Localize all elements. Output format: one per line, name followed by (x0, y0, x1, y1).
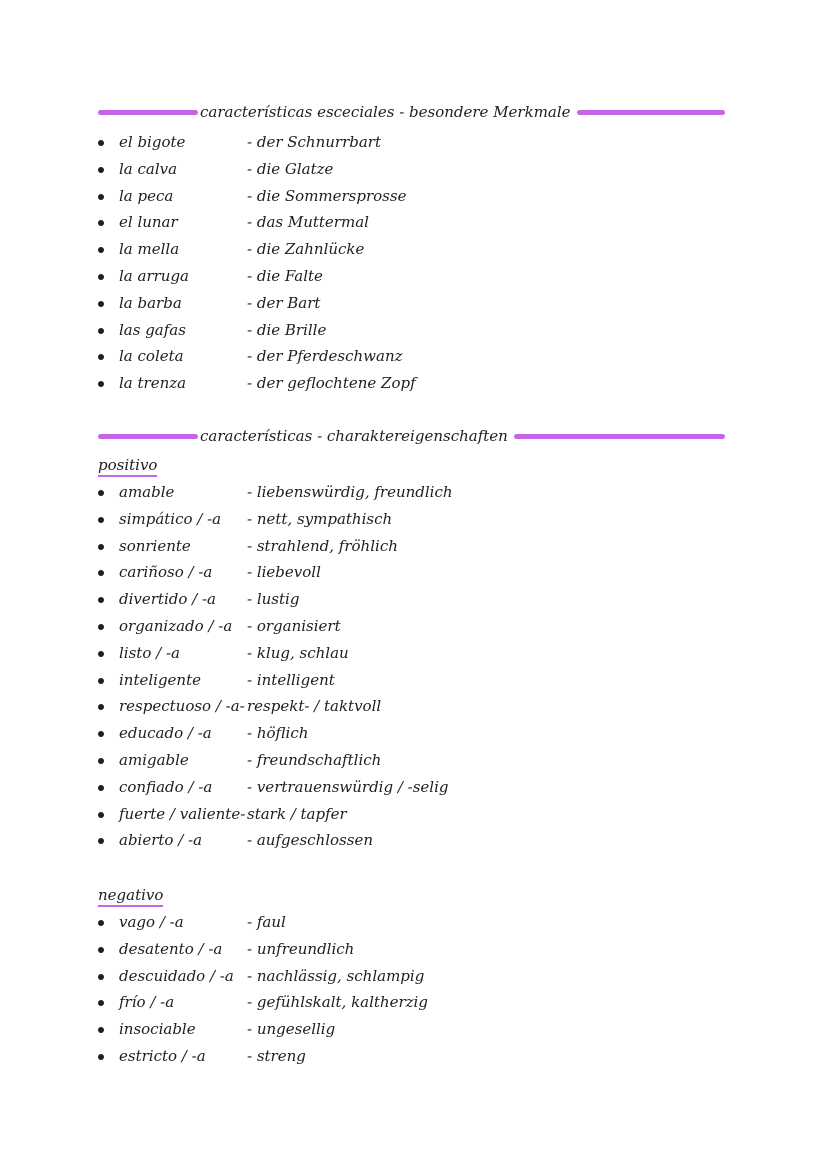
spanish-term: la trenza (119, 374, 187, 393)
german-translation: - liebevoll (247, 563, 321, 582)
bullet-dot-icon (98, 1000, 104, 1006)
german-translation: - streng (247, 1046, 306, 1065)
spanish-term: respectuoso / -a- (119, 697, 245, 716)
section-header-features (98, 101, 725, 123)
bullet-dot-icon (98, 731, 104, 737)
spanish-term: la mella (119, 240, 180, 259)
bullet-dot-icon (98, 544, 104, 550)
spanish-term: confiado / -a (119, 777, 213, 796)
german-translation: - lustig (247, 590, 300, 609)
german-translation: - die Sommersprosse (247, 186, 407, 205)
german-translation: - der geflochtene Zopf (247, 374, 416, 393)
german-translation: - nett, sympathisch (247, 509, 393, 528)
german-translation: - der Pferdeschwanz (247, 347, 403, 366)
bullet-dot-icon (98, 838, 104, 844)
spanish-term: sonriente (119, 536, 191, 555)
bullet-dot-icon (98, 354, 104, 360)
bullet-dot-icon (98, 785, 104, 791)
german-translation: - intelligent (247, 670, 335, 689)
subheading-positive: positivo (98, 455, 157, 477)
bullet-dot-icon (98, 490, 104, 496)
spanish-term: la arruga (119, 266, 189, 285)
header-bar-left (98, 434, 198, 439)
spanish-term: la barba (119, 293, 182, 312)
german-translation: - das Muttermal (247, 213, 369, 232)
section-title-traits: características - charaktereigenschaften (200, 427, 508, 445)
bullet-dot-icon (98, 812, 104, 818)
bullet-dot-icon (98, 381, 104, 387)
bullet-dot-icon (98, 947, 104, 953)
spanish-term: abierto / -a (119, 831, 203, 850)
german-translation: - die Glatze (247, 159, 334, 178)
bullet-dot-icon (98, 624, 104, 630)
bullet-dot-icon (98, 517, 104, 523)
spanish-term: insociable (119, 1020, 196, 1039)
german-translation: - nachlässig, schlampig (247, 966, 425, 985)
spanish-term: educado / -a (119, 724, 212, 743)
spanish-term: la peca (119, 186, 174, 205)
spanish-term: las gafas (119, 320, 186, 339)
bullet-dot-icon (98, 194, 104, 200)
german-translation: - organisiert (247, 616, 341, 635)
german-translation: - die Falte (247, 266, 323, 285)
subheading-negative: negativo (98, 885, 163, 907)
bullet-dot-icon (98, 1054, 104, 1060)
spanish-term: listo / -a (119, 643, 180, 662)
bullet-dot-icon (98, 920, 104, 926)
bullet-dot-icon (98, 247, 104, 253)
bullet-dot-icon (98, 758, 104, 764)
german-translation: - der Bart (247, 293, 321, 312)
bullet-dot-icon (98, 570, 104, 576)
spanish-term: el lunar (119, 213, 178, 232)
german-translation: - aufgeschlossen (247, 831, 373, 850)
german-translation: respekt- / taktvoll (247, 697, 382, 716)
bullet-dot-icon (98, 301, 104, 307)
spanish-term: descuidado / -a (119, 966, 234, 985)
german-translation: - ungesellig (247, 1020, 336, 1039)
bullet-dot-icon (98, 140, 104, 146)
bullet-dot-icon (98, 274, 104, 280)
spanish-term: organizado / -a (119, 616, 233, 635)
german-translation: - unfreundlich (247, 939, 355, 958)
german-translation: - gefühlskalt, kaltherzig (247, 993, 428, 1012)
bullet-dot-icon (98, 704, 104, 710)
bullet-dot-icon (98, 597, 104, 603)
bullet-dot-icon (98, 974, 104, 980)
german-translation: - höflich (247, 724, 309, 743)
bullet-dot-icon (98, 678, 104, 684)
bullet-dot-icon (98, 1027, 104, 1033)
bullet-dot-icon (98, 167, 104, 173)
spanish-term: amigable (119, 750, 189, 769)
german-translation: - liebenswürdig, freundlich (247, 483, 453, 501)
german-translation: - die Brille (247, 320, 327, 339)
german-translation: - vertrauenswürdig / -selig (247, 777, 449, 796)
bullet-dot-icon (98, 220, 104, 226)
spanish-term: vago / -a (119, 913, 184, 931)
bullet-dot-icon (98, 328, 104, 334)
spanish-term: amable (119, 483, 175, 501)
bullet-dot-icon (98, 651, 104, 657)
spanish-term: desatento / -a (119, 939, 223, 958)
spanish-term: la coleta (119, 347, 184, 366)
german-translation: - die Zahnlücke (247, 240, 365, 259)
section-title-features: características esceciales - besondere Merkmale (200, 103, 571, 121)
german-translation: - strahlend, fröhlich (247, 536, 398, 555)
header-bar-right (514, 434, 725, 439)
german-translation: - klug, schlau (247, 643, 349, 662)
spanish-term: fuerte / valiente- (119, 804, 246, 823)
spanish-term: inteligente (119, 670, 202, 689)
spanish-term: la calva (119, 159, 178, 178)
german-translation: - freundschaftlich (247, 750, 382, 769)
header-bar-left (98, 110, 198, 115)
german-translation: - der Schnurrbart (247, 133, 381, 151)
spanish-term: frío / -a (119, 993, 175, 1012)
section-header-traits (98, 425, 725, 447)
spanish-term: divertido / -a (119, 590, 216, 609)
spanish-term: estricto / -a (119, 1046, 206, 1065)
spanish-term: cariñoso / -a (119, 563, 213, 582)
spanish-term: simpático / -a (119, 509, 222, 528)
header-bar-right (577, 110, 725, 115)
german-translation: stark / tapfer (247, 804, 347, 823)
spanish-term: el bigote (119, 133, 186, 151)
german-translation: - faul (247, 913, 286, 931)
